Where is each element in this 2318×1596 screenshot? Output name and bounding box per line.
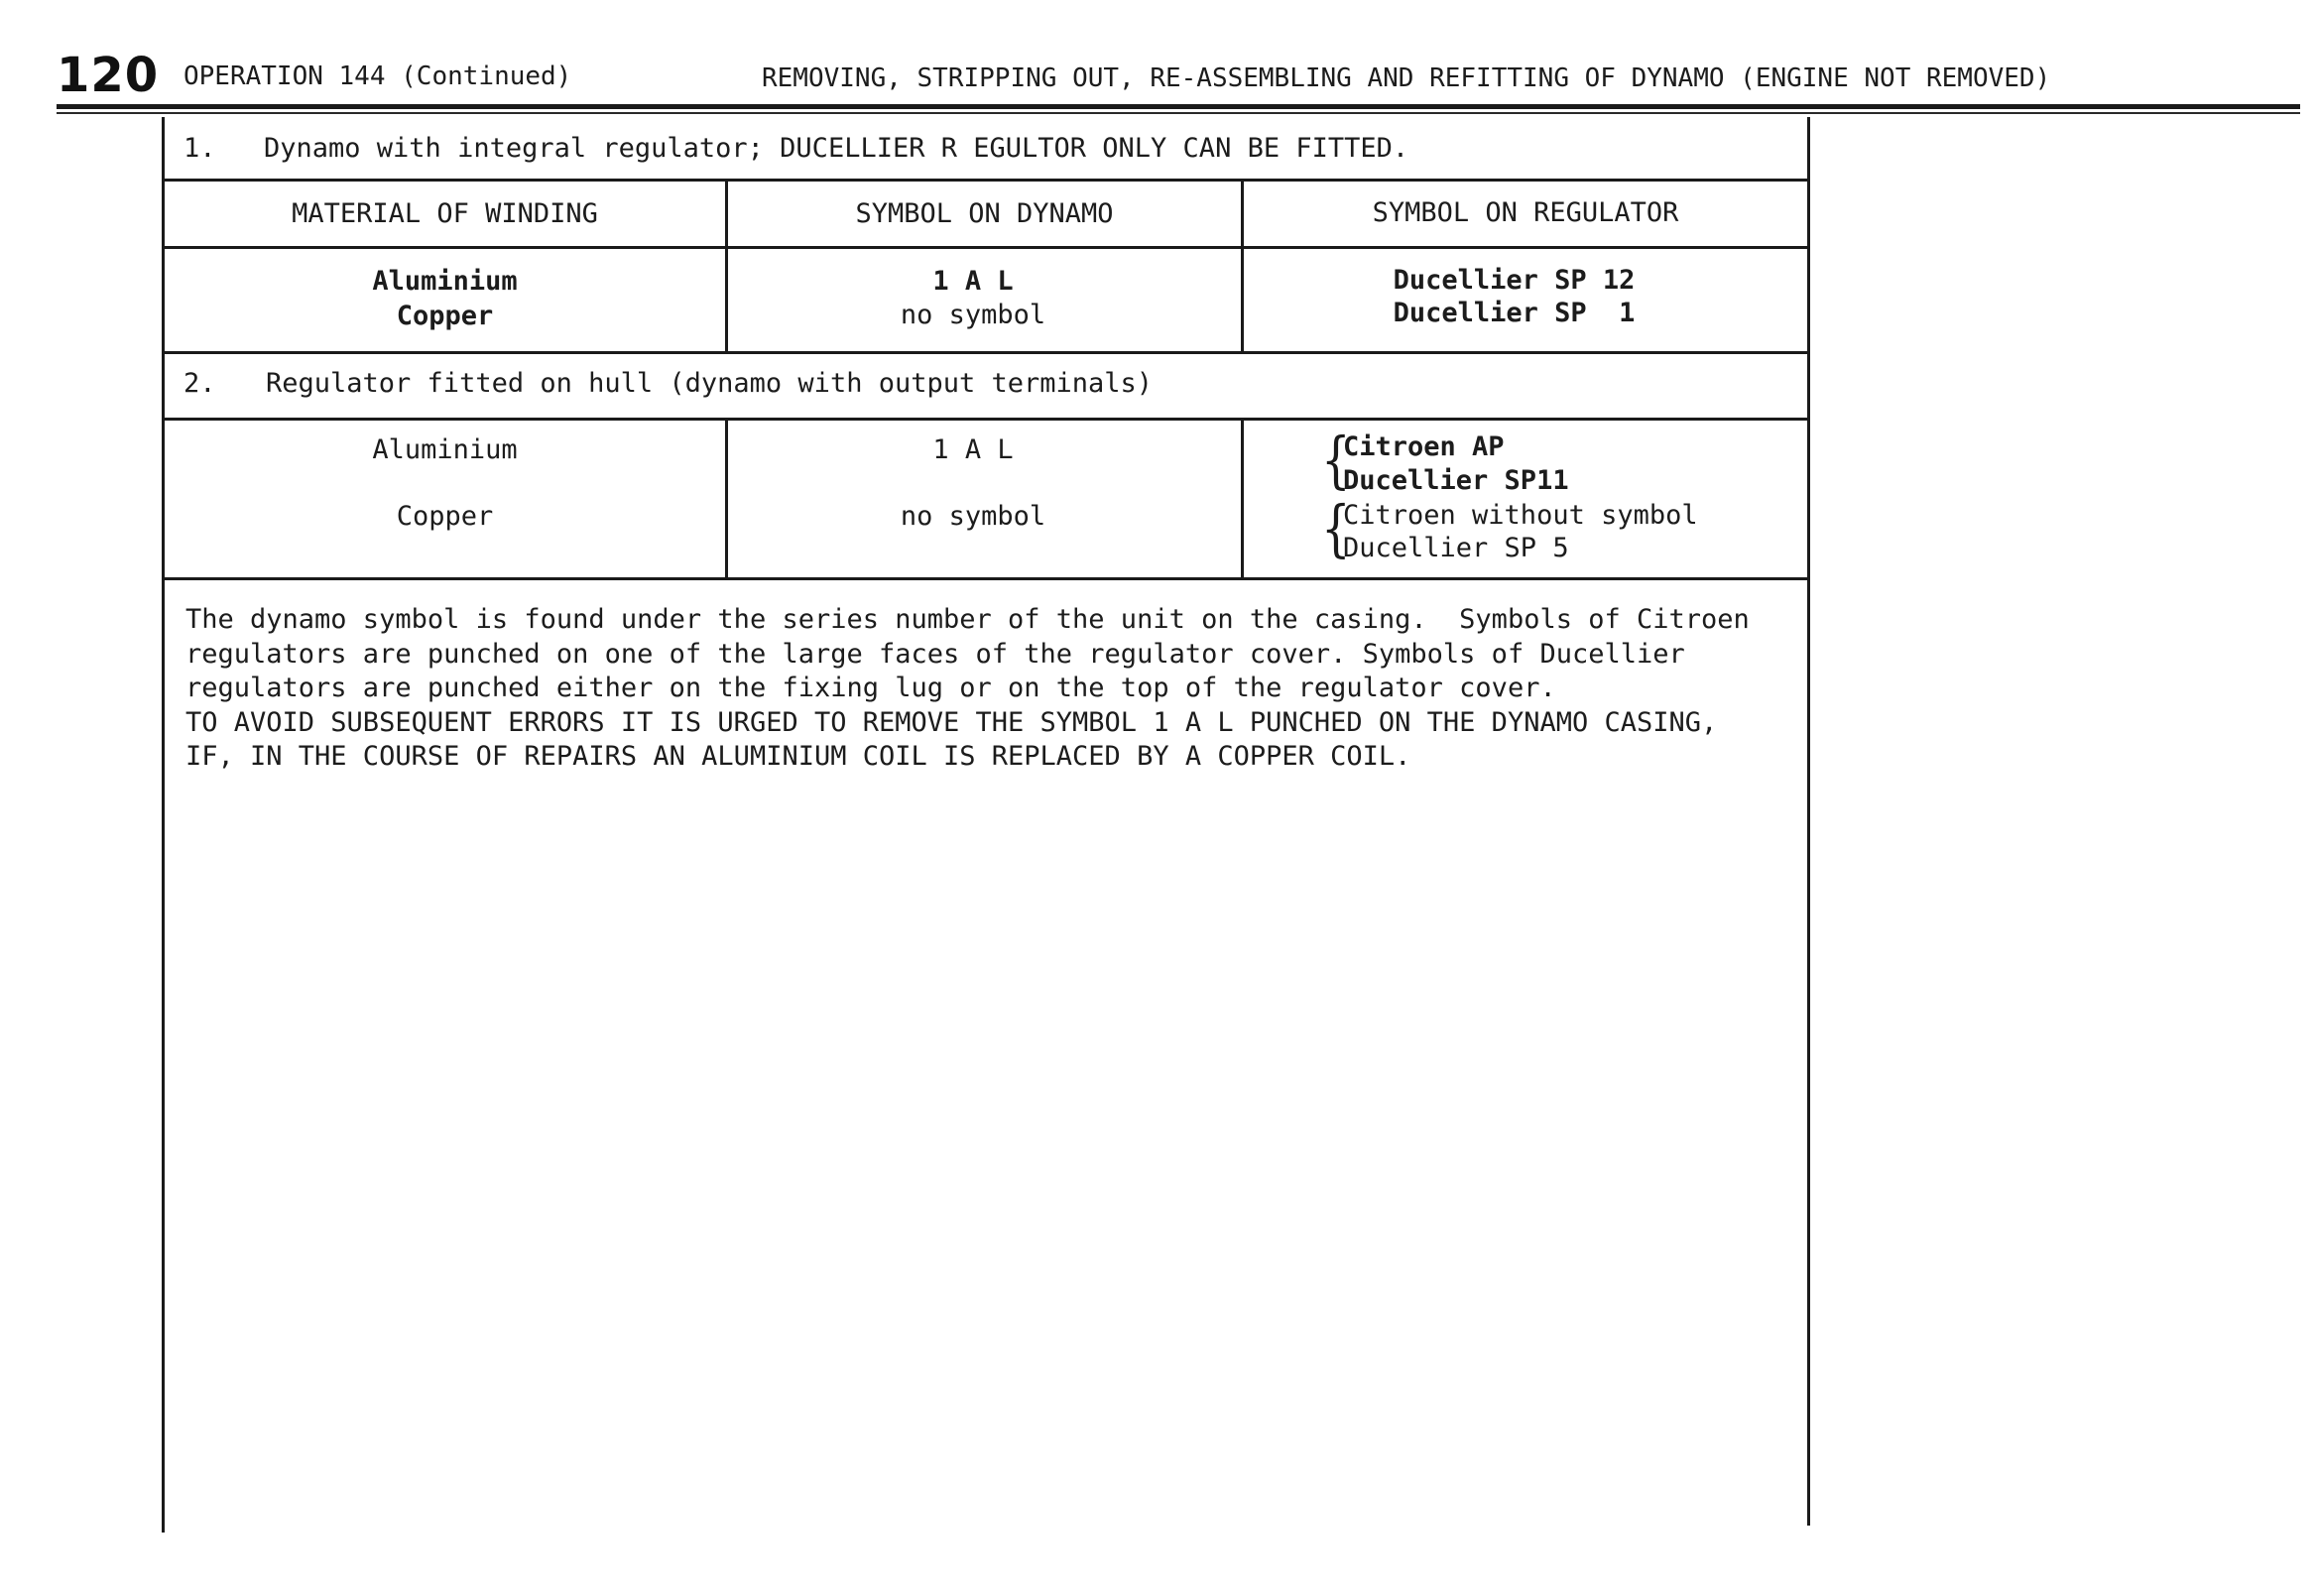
brace-icon: { bbox=[1321, 492, 1351, 564]
dynamo-symbol-aluminium-2: 1 A L bbox=[932, 434, 1014, 465]
header-rule-thin bbox=[57, 112, 2300, 114]
column-header-regulator-symbol: SYMBOL ON REGULATOR bbox=[1372, 197, 1679, 228]
regulator-citroen-ap: Citroen AP bbox=[1343, 431, 1505, 462]
notes-line: IF, IN THE COURSE OF REPAIRS AN ALUMINIUM COIL IS REPLACED BY A COPPER COIL. bbox=[185, 741, 1411, 772]
table-right-border bbox=[1807, 117, 1810, 1526]
material-aluminium: Aluminium bbox=[372, 266, 518, 297]
regulator-ducellier-sp5: Ducellier SP 5 bbox=[1343, 533, 1569, 563]
table-left-border bbox=[162, 117, 165, 1533]
notes-line: TO AVOID SUBSEQUENT ERRORS IT IS URGED TO REMOVE THE SYMBOL 1 A L PUNCHED ON THE DYNAMO CASING, bbox=[185, 706, 1718, 738]
page-title: REMOVING, STRIPPING OUT, RE-ASSEMBLING AND REFITTING OF DYNAMO (ENGINE NOT REMOVED) bbox=[762, 63, 2051, 93]
regulator-symbol-copper: Ducellier SP 1 bbox=[1393, 298, 1636, 328]
brace-icon: { bbox=[1321, 424, 1351, 496]
notes-line: regulators are punched either on the fixing lug or on the top of the regulator cover. bbox=[185, 673, 1556, 703]
notes-paragraph bbox=[185, 603, 1750, 775]
column-divider-2-lower bbox=[1241, 418, 1244, 580]
notes-line: regulators are punched on one of the large faces of the regulator cover. Symbols of Ducellier bbox=[185, 638, 1685, 670]
material-aluminium-2: Aluminium bbox=[372, 434, 518, 465]
regulator-citroen-without-symbol: Citroen without symbol bbox=[1343, 500, 1698, 531]
column-header-material: MATERIAL OF WINDING bbox=[292, 198, 598, 229]
column-header-dynamo-symbol: SYMBOL ON DYNAMO bbox=[855, 198, 1114, 229]
regulator-ducellier-sp11: Ducellier SP11 bbox=[1343, 465, 1569, 496]
header-rule bbox=[57, 104, 2300, 109]
material-copper-2: Copper bbox=[396, 501, 494, 532]
operation-label: OPERATION 144 (Continued) bbox=[183, 61, 572, 91]
notes-line: The dynamo symbol is found under the series number of the unit on the casing. Symbols of Citroen bbox=[185, 604, 1750, 635]
dynamo-symbol-copper: no symbol bbox=[900, 300, 1046, 330]
section2-heading: Regulator fitted on hull (dynamo with output terminals) bbox=[266, 368, 1154, 399]
section1-heading: Dynamo with integral regulator; DUCELLIER R EGULTOR ONLY CAN BE FITTED. bbox=[264, 133, 1409, 164]
dynamo-symbol-aluminium: 1 A L bbox=[932, 266, 1014, 297]
material-copper: Copper bbox=[396, 301, 494, 331]
rule-under-section2 bbox=[162, 418, 1810, 421]
dynamo-symbol-copper-2: no symbol bbox=[900, 501, 1046, 532]
page-number: 120 bbox=[57, 48, 160, 103]
rule-under-section1-rows bbox=[162, 351, 1810, 354]
rule-under-section2-rows bbox=[162, 577, 1810, 580]
section1-number: 1. bbox=[183, 133, 216, 164]
rule-under-section1 bbox=[162, 179, 1810, 182]
rule-under-column-headers bbox=[162, 246, 1810, 249]
regulator-symbol-aluminium: Ducellier SP 12 bbox=[1393, 265, 1636, 296]
section2-number: 2. bbox=[183, 368, 216, 399]
